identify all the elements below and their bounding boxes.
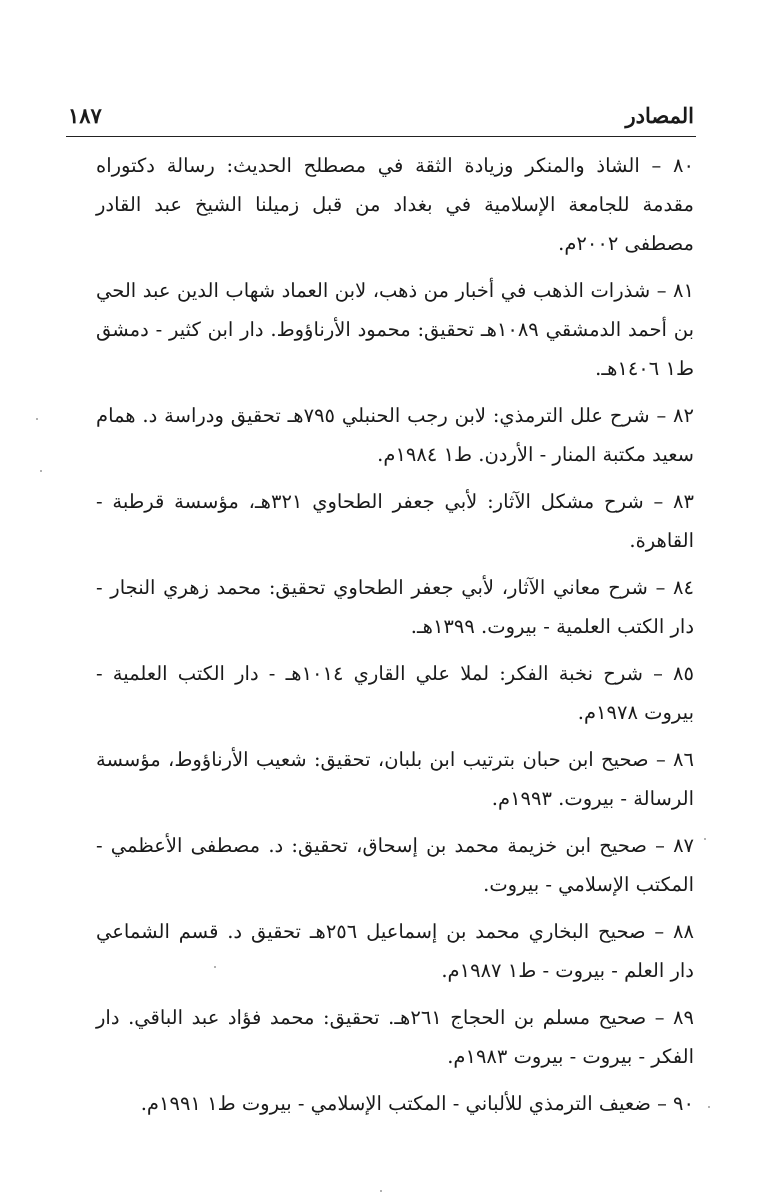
scan-speck — [36, 418, 38, 420]
bibliography-entry-86 — [96, 740, 694, 818]
running-header — [68, 92, 694, 128]
entry-number: ٨٩ — [673, 1006, 694, 1029]
entry-number: ٨١ — [673, 279, 694, 302]
bibliography-entry-85 — [96, 654, 694, 732]
scan-speck — [708, 1106, 710, 1108]
entry-text: ضعيف الترمذي للألباني - المكتب الإسلامي - بيروت ط١ ١٩٩١م. — [140, 1092, 651, 1115]
entry-number: ٨٢ — [673, 404, 694, 427]
entry-text: شرح معاني الآثار، لأبي جعفر الطحاوي تحقيق: محمد زهري النجار - دار الكتب العلمية - بيروت. ١٣٩٩هـ. — [96, 576, 694, 638]
bibliography-entry-80 — [96, 146, 694, 263]
entry-number: ٨٤ — [673, 576, 694, 599]
entry-text: شرح علل الترمذي: لابن رجب الحنبلي ٧٩٥هـ تحقيق ودراسة د. همام سعيد مكتبة المنار - الأردن. ط١ ١٩٨٤م. — [96, 404, 694, 466]
entry-text: الشاذ والمنكر وزيادة الثقة في مصطلح الحديث: رسالة دكتوراه مقدمة للجامعة الإسلامية في بغداد من قبل زميلنا الشيخ عبد القادر مصطفى ٢٠٠٢م. — [96, 154, 694, 255]
scan-speck — [380, 1190, 382, 1192]
entry-number: ٨٠ — [673, 154, 694, 177]
entry-text: شرح نخبة الفكر: لملا علي القاري ١٠١٤هـ - دار الكتب العلمية - بيروت ١٩٧٨م. — [96, 662, 694, 724]
entry-separator: – — [642, 662, 674, 685]
entry-text: شرح مشكل الآثار: لأبي جعفر الطحاوي ٣٢١هـ، مؤسسة قرطبة - القاهرة. — [96, 490, 694, 552]
entry-separator: – — [645, 920, 674, 943]
entry-number: ٨٦ — [673, 748, 694, 771]
bibliography-list — [96, 146, 694, 1131]
entry-text: صحيح ابن خزيمة محمد بن إسحاق، تحقيق: د. مصطفى الأعظمي - المكتب الإسلامي - بيروت. — [96, 834, 694, 896]
entry-text: صحيح ابن حبان بترتيب ابن بلبان، تحقيق: شعيب الأرناؤوط، مؤسسة الرسالة - بيروت. ١٩٩٣م. — [96, 748, 694, 810]
entry-separator: – — [646, 834, 674, 857]
bibliography-entry-84 — [96, 568, 694, 646]
entry-separator: – — [646, 1006, 674, 1029]
entry-separator: – — [650, 279, 674, 302]
entry-number: ٨٣ — [673, 490, 694, 513]
bibliography-entry-89 — [96, 998, 694, 1076]
header-rule — [66, 136, 696, 137]
entry-separator: – — [650, 1092, 674, 1115]
scan-speck — [704, 838, 706, 840]
entry-separator: – — [639, 154, 674, 177]
entry-separator: – — [649, 404, 674, 427]
bibliography-entry-81 — [96, 271, 694, 388]
entry-text: شذرات الذهب في أخبار من ذهب، لابن العماد شهاب الدين عبد الحي بن أحمد الدمشقي ١٠٨٩هـ تحقيق: محمود الأرناؤوط. دار ابن كثير - دمشق ط١ ١٤٠٦هـ. — [96, 279, 694, 380]
bibliography-entry-90 — [96, 1084, 694, 1123]
scan-speck — [40, 470, 42, 472]
bibliography-entry-82 — [96, 396, 694, 474]
entry-separator: – — [647, 576, 674, 599]
scan-speck — [214, 966, 216, 968]
bibliography-entry-88 — [96, 912, 694, 990]
bibliography-entry-87 — [96, 826, 694, 904]
entry-number: ٨٨ — [673, 920, 694, 943]
entry-separator: – — [648, 748, 674, 771]
entry-text: صحيح مسلم بن الحجاج ٢٦١هـ. تحقيق: محمد فؤاد عبد الباقي. دار الفكر - بيروت - بيروت ١٩٨٣م. — [96, 1006, 694, 1068]
entry-separator: – — [643, 490, 674, 513]
entry-text: صحيح البخاري محمد بن إسماعيل ٢٥٦هـ تحقيق د. قسم الشماعي دار العلم - بيروت - ط١ ١٩٨٧م. — [96, 920, 694, 982]
chapter-title: المصادر — [625, 103, 694, 128]
page-number: ١٨٧ — [68, 103, 102, 128]
entry-number: ٨٥ — [673, 662, 694, 685]
bibliography-entry-83 — [96, 482, 694, 560]
entry-number: ٨٧ — [673, 834, 695, 857]
entry-number: ٩٠ — [673, 1092, 694, 1115]
